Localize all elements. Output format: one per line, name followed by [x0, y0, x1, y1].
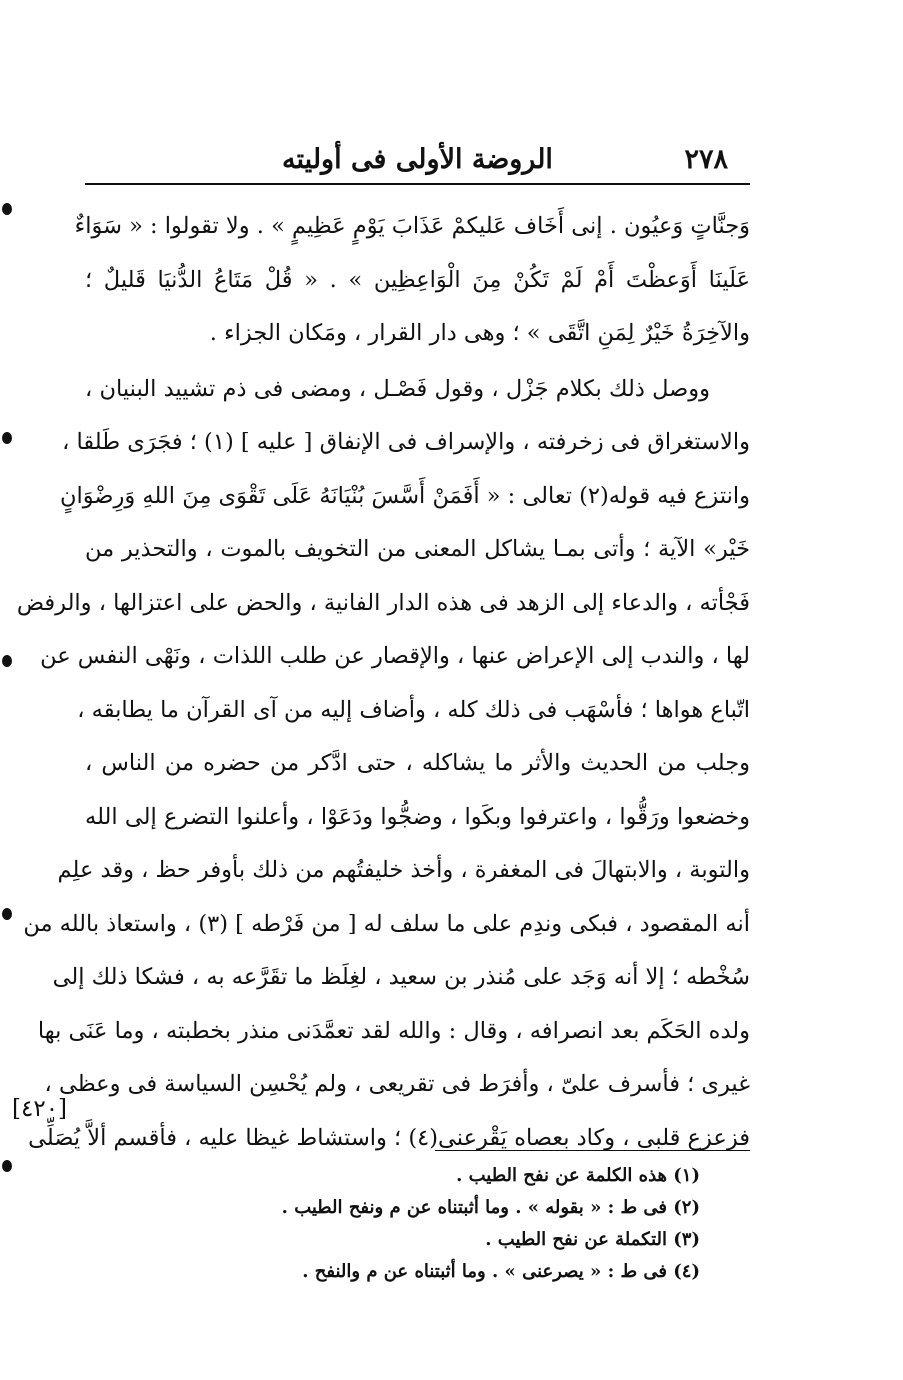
- text-line-13: والتوبة ، والابتهالَ فى المغفرة ، وأخذ خليفتُهم من ذلك بأوفر حظ ، وقد علِم: [57, 857, 750, 883]
- text-line-17: غيرى ؛ فأسرف علىّ ، وأفرَط فى تقريعى ، ولم يُحْسِن السياسة فى وعظى ،: [44, 1071, 750, 1097]
- text-line-5: والاستغراق فى زخرفته ، والإسراف فى الإنفاق [ عليه ] (١) ؛ فجَرَى طَلقا ،: [62, 429, 750, 455]
- text-line-15: سُخْطه ؛ إلا أنه وَجَد على مُنذر بن سعيد ، لغِلَظ ما تقَرَّعه به ، فشكا ذلك إلى: [52, 964, 750, 990]
- text-line-10: اتّباع هواها ؛ فأسْهَب فى ذلك كله ، وأضاف إليه من آى القرآن ما يطابقه ،: [77, 696, 750, 723]
- text-line-12: وخضعوا ورَقُّوا ، واعترفوا وبكَوا ، وضجُّوا ودَعَوْا ، وأعلنوا التضرع إلى الله: [85, 803, 750, 830]
- scan-mark: [2, 432, 12, 444]
- text-line-9: لها ، والندب إلى الإعراض عنها ، والإقصار عن طلب اللذات ، ونَهْى النفس عن: [40, 643, 750, 669]
- text-line-6: وانتزع فيه قوله(٢) تعالى : « أَفَمَنْ أَسَّسَ بُنْيَانَهُ عَلَى تَقْوَى مِنَ اللهِ وَرِضْوَانٍ: [60, 482, 750, 509]
- header-rule: [85, 183, 750, 185]
- footnote-4: (٤) فى ط : « يصرعنى » . وما أثبتناه عن م والنفح .: [302, 1261, 700, 1282]
- footnote-1: (١) هذه الكلمة عن نفح الطيب .: [456, 1165, 700, 1186]
- running-title: الروضة الأولى فى أوليته: [282, 144, 553, 175]
- scan-mark: [2, 908, 12, 920]
- text-line-11: وجلب من الحديث والأثر ما يشاكله ، حتى ادَّكر من حضره من الناس ،: [85, 750, 750, 776]
- footnote-2: (٢) فى ط : « بقوله » . وما أثبتناه عن م ونفح الطيب .: [281, 1197, 700, 1218]
- scan-mark: [2, 655, 12, 667]
- text-line-18: فزعزع قلبى ، وكاد بعصاه يَقْرعنى(٤) ؛ واستشاط غيظا عليه ، فأقسم ألاَّ يُصَلِّى: [28, 1124, 750, 1151]
- scan-mark: [2, 1160, 12, 1172]
- text-line-1: وَجنَّاتٍ وَعيُون . إنى أَخَاف عَليكمْ عَذَابَ يَوْمٍ عَظِيمٍ » . ولا تقولوا : « سَوَاءٌ: [74, 213, 750, 239]
- text-line-14: أنه المقصود ، فبكى وندِم على ما سلف له [ من فَرْطه ] (٣) ، واستعاذ بالله من: [23, 910, 750, 937]
- page-number: ٢٧٨: [684, 144, 728, 175]
- text-line-3: والآخِرَةُ خَيْرٌ لِمَنِ اتَّقَى » ؛ وهى دار القرار ، ومَكان الجزاء .: [209, 320, 750, 346]
- footnotes: [200, 1160, 700, 1288]
- text-line-8: فَجْأته ، والدعاء إلى الزهد فى هذه الدار الفانية ، والحض على اعتزالها ، والرفض: [16, 589, 750, 616]
- scan-mark: [2, 203, 12, 215]
- text-line-2: عَلَينَا أَوَعظْتَ أَمْ لَمْ تَكُنْ مِنَ الْوَاعِظِين » . « قُلْ مَتَاعُ الدُّنيَا قَليلٌ ؛: [85, 266, 750, 293]
- page-header: [85, 140, 750, 180]
- footnote-rule: [435, 1150, 750, 1151]
- text-line-4: ووصل ذلك بكلام جَزْل ، وقول فَصْـل ، ومضى فى ذم تشييد البنيان ،: [85, 375, 710, 402]
- margin-reference: [٤٢٠]: [12, 1096, 68, 1122]
- text-line-16: ولده الحَكَم بعد انصرافه ، وقال : والله لقد تعمَّدَنى منذر بخطبته ، وما عَنَى بها: [37, 1017, 750, 1044]
- footnote-3: (٣) التكملة عن نفح الطيب .: [485, 1229, 700, 1250]
- text-line-7: خَيْر» الآية ؛ وأتى بمـا يشاكل المعنى من التخويف بالموت ، والتحذير من: [85, 536, 750, 562]
